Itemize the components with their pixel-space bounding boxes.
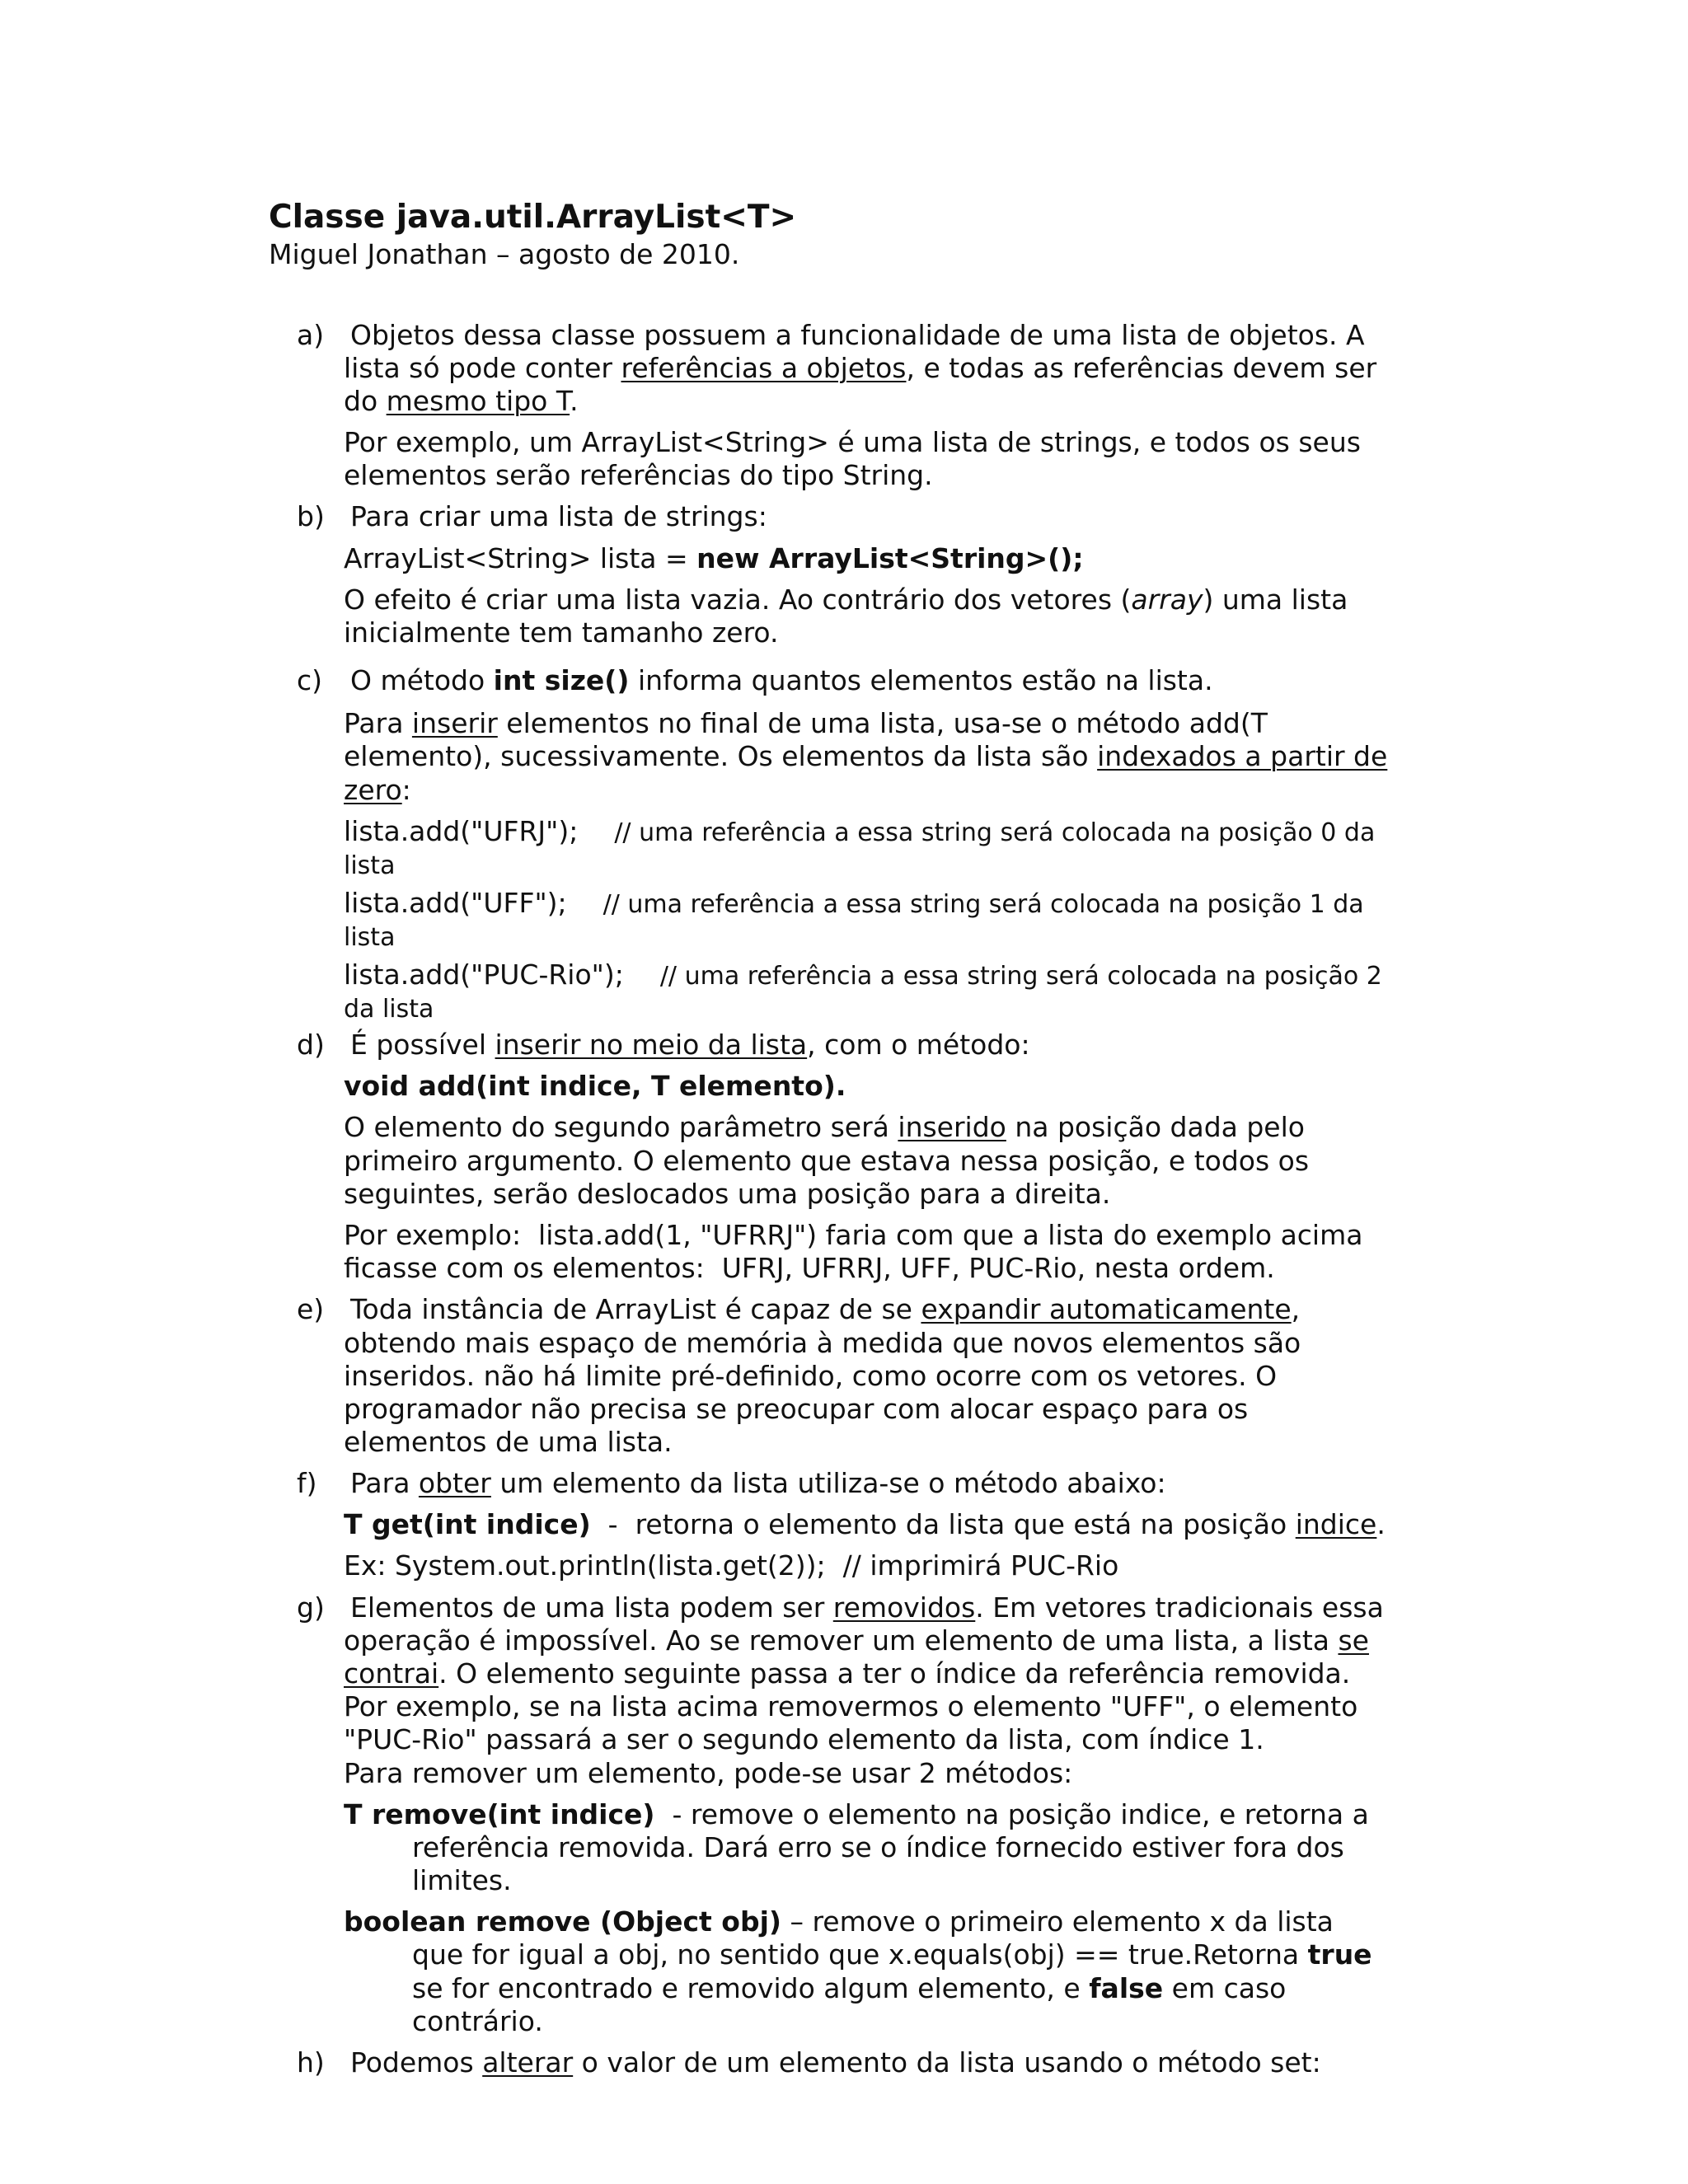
underlined-text: zero	[344, 773, 402, 806]
text-run: o valor de um elemento da lista usando o método set:	[573, 2046, 1321, 2079]
text-run: ArrayList<String> lista =	[344, 541, 697, 574]
text-run: em caso	[1163, 1971, 1287, 2004]
text-run: O efeito é criar uma lista vazia. Ao contrário dos vetores (	[344, 583, 1132, 616]
item-h-text	[344, 2046, 1321, 2079]
text-run: contrário.	[412, 2004, 543, 2037]
text-run: . Em vetores tradicionais essa	[975, 1591, 1384, 1624]
text-run: Podemos	[350, 2046, 483, 2079]
code-line-add-uff	[344, 888, 1364, 954]
item-a-text	[344, 319, 1376, 419]
text-run: ,	[1291, 1293, 1301, 1326]
underlined-text: indexados a partir de	[1097, 740, 1388, 773]
code-comment: lista	[344, 923, 396, 952]
code-line-add-puc-rio	[344, 959, 1382, 1026]
text-run: referência removida. Dará erro se o índice fornecido estiver fora dos	[412, 1830, 1344, 1863]
underlined-text: indice	[1295, 1508, 1377, 1541]
underlined-text: removidos	[832, 1591, 976, 1624]
underlined-text: inserido	[898, 1111, 1006, 1144]
item-f-example	[344, 1549, 1118, 1582]
text-run: na posição dada pelo	[1006, 1111, 1305, 1144]
text-run: inicialmente tem tamanho zero.	[344, 616, 779, 649]
item-label-h: h)	[297, 2046, 325, 2079]
code-comment: lista	[344, 851, 396, 880]
code-comment: da lista	[344, 995, 434, 1024]
item-d-explanation	[344, 1111, 1309, 1211]
text-run: inseridos. não há limite pré-definido, como ocorre com os vetores. O	[344, 1359, 1278, 1392]
text-run: do	[344, 384, 387, 417]
item-a-example	[344, 426, 1361, 492]
text-run: informa quantos elementos estão na lista.	[629, 664, 1213, 697]
bold-text: boolean remove (Object obj)	[344, 1905, 781, 1938]
text-run: , com o método:	[807, 1029, 1030, 1062]
underlined-text: referências a objetos	[621, 351, 907, 384]
text-run: Elementos de uma lista podem ser	[350, 1591, 833, 1624]
bold-text: int size()	[493, 664, 630, 697]
text-run: lista.add("PUC-Rio");	[344, 958, 624, 991]
text-run: ficasse com os elementos: UFRJ, UFRRJ, UFF, PUC-Rio, nesta ordem.	[344, 1252, 1275, 1285]
code-comment: // uma referência a essa string será colocada na posição 0 da	[614, 818, 1376, 847]
item-label-a: a)	[297, 318, 325, 351]
underlined-text: se	[1338, 1624, 1369, 1657]
item-label-d: d)	[297, 1029, 325, 1062]
text-run: .	[570, 384, 579, 417]
text-run: ) uma lista	[1203, 583, 1348, 616]
item-g-remove-by-index	[344, 1798, 1369, 1898]
document-author-date: Miguel Jonathan – agosto de 2010.	[269, 238, 740, 270]
text-run: Por exemplo: lista.add(1, "UFRRJ") faria com que a lista do exemplo acima	[344, 1218, 1363, 1251]
item-e-text	[344, 1293, 1301, 1459]
text-run: – remove o primeiro elemento x da lista	[781, 1905, 1334, 1938]
item-c-insert-text	[344, 707, 1387, 807]
item-label-b: b)	[297, 500, 325, 533]
document-title: Classe java.util.ArrayList<T>	[269, 199, 797, 236]
text-run: lista.add("UFF");	[344, 886, 567, 919]
underlined-text: inserir no meio da lista	[495, 1029, 808, 1062]
text-run: se for encontrado e removido algum elemento, e	[412, 1971, 1090, 2004]
item-g-remove-by-object	[344, 1905, 1372, 2038]
item-d-example	[344, 1219, 1362, 1285]
text-run: . O elemento seguinte passa a ter o índice da referência removida.	[438, 1657, 1351, 1690]
text-run: primeiro argumento. O elemento que estava nessa posição, e todos os	[344, 1144, 1310, 1177]
bold-text: new ArrayList<String>();	[696, 541, 1084, 574]
italic-text: array	[1131, 583, 1203, 616]
text-run: seguintes, serão deslocados uma posição para a direita.	[344, 1177, 1111, 1210]
text-run: Para	[350, 1467, 419, 1500]
bold-text: T get(int indice)	[344, 1508, 591, 1541]
text-run: Toda instância de ArrayList é capaz de se	[350, 1293, 921, 1326]
text-run: elementos no final de uma lista, usa-se o método add(T	[497, 707, 1268, 740]
text-run: obtendo mais espaço de memória à medida que novos elementos são	[344, 1326, 1301, 1359]
underlined-text: inserir	[411, 707, 498, 740]
text-run: - remove o elemento na posição indice, e retorna a	[654, 1797, 1369, 1830]
bold-text: T remove(int indice)	[344, 1797, 655, 1830]
underlined-text: obter	[418, 1467, 491, 1500]
item-b-code	[344, 542, 1084, 575]
text-run: O elemento do segundo parâmetro será	[344, 1111, 898, 1144]
item-d-text	[344, 1029, 1030, 1062]
underlined-text: contrai	[344, 1657, 439, 1690]
text-run: Para	[344, 707, 412, 740]
text-run: Por exemplo, se na lista acima removermos o elemento "UFF", o elemento	[344, 1690, 1358, 1723]
item-f-text	[344, 1467, 1166, 1500]
text-run: O método	[350, 664, 494, 697]
item-label-e: e)	[297, 1293, 325, 1326]
item-label-c: c)	[297, 664, 323, 697]
item-b-explanation	[344, 583, 1348, 649]
text-run: - retorna o elemento da lista que está na posição	[590, 1508, 1296, 1541]
text-run: .	[1376, 1508, 1386, 1541]
bold-text: false	[1089, 1971, 1164, 2004]
item-g-text	[344, 1591, 1384, 1790]
text-run: programador não precisa se preocupar com alocar espaço para os	[344, 1392, 1249, 1425]
text-run: lista só pode conter	[344, 351, 621, 384]
text-run: Para remover um elemento, pode-se usar 2 métodos:	[344, 1756, 1073, 1789]
text-run: elementos de uma lista.	[344, 1426, 673, 1459]
text-run: É possível	[350, 1029, 495, 1062]
item-label-g: g)	[297, 1591, 325, 1624]
code-comment: // uma referência a essa string será colocada na posição 2	[659, 961, 1382, 991]
text-run: , e todas as referências devem ser	[906, 351, 1377, 384]
text-run: um elemento da lista utiliza-se o método abaixo:	[490, 1467, 1166, 1500]
underlined-text: expandir automaticamente	[921, 1293, 1292, 1326]
bold-text: true	[1307, 1938, 1372, 1971]
text-run: operação é impossível. Ao se remover um elemento de uma lista, a lista	[344, 1624, 1339, 1657]
item-b-text	[344, 500, 767, 533]
text-run: elementos serão referências do tipo String.	[344, 459, 933, 492]
code-line-add-ufrj	[344, 816, 1375, 883]
underlined-text: alterar	[482, 2046, 574, 2079]
text-run: elemento), sucessivamente. Os elementos da lista são	[344, 740, 1098, 773]
item-label-f: f)	[297, 1467, 317, 1500]
item-d-method-signature	[344, 1070, 846, 1103]
underlined-text: mesmo tipo T	[386, 384, 570, 417]
bold-text: void add(int indice, T elemento).	[344, 1070, 846, 1103]
item-c-text	[344, 664, 1213, 697]
text-run: lista.add("UFRJ");	[344, 814, 579, 847]
text-run: Para criar uma lista de strings:	[350, 500, 767, 533]
text-run: "PUC-Rio" passará a ser o segundo elemento da lista, com índice 1.	[344, 1723, 1264, 1756]
text-run: :	[401, 773, 411, 806]
text-run: que for igual a obj, no sentido que x.equals(obj) == true.Retorna	[412, 1938, 1308, 1971]
text-run: Objetos dessa classe possuem a funcionalidade de uma lista de objetos. A	[350, 318, 1365, 351]
code-comment: // uma referência a essa string será colocada na posição 1 da	[603, 889, 1364, 919]
text-run: Ex: System.out.println(lista.get(2)); // imprimirá PUC-Rio	[344, 1549, 1119, 1582]
text-run: Por exemplo, um ArrayList<String> é uma lista de strings, e todos os seus	[344, 426, 1361, 458]
text-run: limites.	[412, 1864, 512, 1896]
item-f-method-signature	[344, 1508, 1386, 1541]
